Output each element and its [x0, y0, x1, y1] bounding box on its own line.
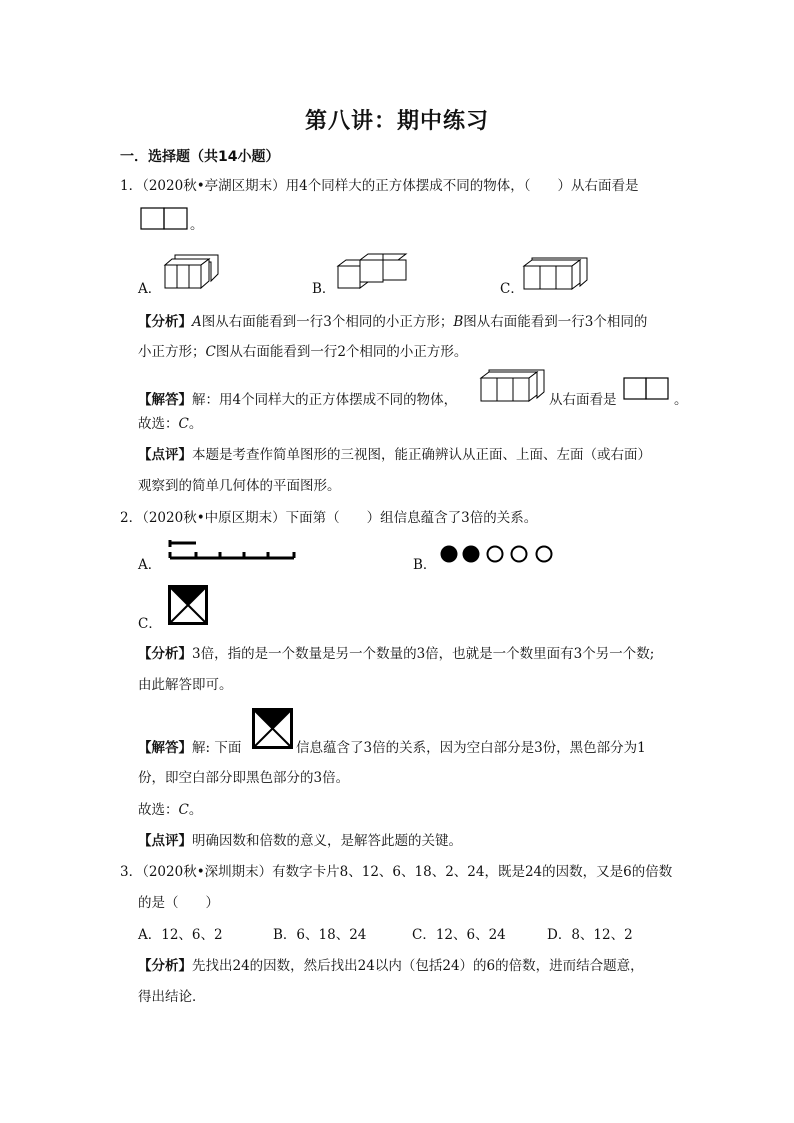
q1-analysis-line1: 【分析】A图从右面能看到一行3个相同的小正方形；B图从右面能看到一行3个相同的 — [138, 314, 648, 330]
q2-option-a-segments-figure — [168, 540, 296, 562]
section-heading: 一．选择题（共14小题） — [120, 149, 280, 165]
q2-option-c: C． — [138, 616, 162, 632]
q3-analysis-line1: 【分析】先找出24的因数，然后找出24以内（包括24）的6的倍数，进而结合题意， — [138, 958, 644, 974]
q1-comment-line2: 观察到的简单几何体的平面图形。 — [138, 478, 341, 494]
analysis-tag: 【分析】 — [138, 958, 192, 974]
q2-option-b-circles-figure — [439, 544, 557, 566]
q2-choose: 故选：C。 — [138, 802, 203, 818]
q1-stem-end: 。 — [190, 217, 204, 233]
q2-answer-square-figure — [252, 708, 294, 750]
q1-option-b: B． — [312, 281, 336, 297]
comment-tag: 【点评】 — [138, 833, 192, 849]
q1-right-view-figure — [140, 207, 188, 231]
q1-comment-line1: 【点评】本题是考查作简单图形的三视图，能正确辨认从正面、上面、左面（或右面） — [138, 447, 651, 463]
q1-option-a: A． — [138, 281, 162, 297]
page-title: 第八讲：期中练习 — [304, 109, 489, 134]
q2-stem: 2．（2020秋•中原区期末）下面第（ ）组信息蕴含了3倍的关系。 — [120, 510, 538, 526]
q3-stem-line1: 3．（2020秋•深圳期末）有数字卡片8、12、6、18、2、24，既是24的因数，又是6的倍数 — [120, 864, 673, 880]
q2-analysis-line2: 由此解答即可。 — [138, 677, 233, 693]
q2-option-c-square-figure — [168, 585, 208, 625]
q1-choose: 故选：C。 — [138, 416, 203, 432]
q1-stem: 1．（2020秋•亭湖区期末）用4个同样大的正方体摆成不同的物体，（ ）从右面看是 — [120, 178, 639, 194]
q3-analysis-line2: 得出结论． — [138, 989, 206, 1005]
q1-answer-right-view-text: 从右面看是 — [549, 392, 617, 408]
q2-option-a: A． — [138, 557, 162, 573]
q1-option-c-cubes-figure — [524, 258, 590, 292]
q1-option-c: C． — [500, 281, 524, 297]
q1-option-b-cubes-figure — [338, 252, 408, 290]
q3-option-b: B．6、18、24 — [273, 927, 367, 943]
q2-answer-line2: 份，即空白部分即黑色部分的3倍。 — [138, 770, 350, 786]
q3-option-c: C．12、6、24 — [412, 927, 506, 943]
q2-answer-line1-start: 【解答】解: 下面 — [138, 740, 242, 756]
comment-tag: 【点评】 — [138, 447, 192, 463]
analysis-tag: 【分析】 — [138, 314, 192, 330]
q1-answer-cubes-figure — [481, 370, 547, 404]
q1-option-a-cubes-figure — [165, 255, 221, 291]
q2-comment: 【点评】明确因数和倍数的意义，是解答此题的关键。 — [138, 833, 462, 849]
q3-stem-line2: 的是（ ） — [138, 895, 219, 911]
q1-answer-right-view-figure — [623, 377, 671, 401]
q3-option-d: D．8、12、2 — [547, 927, 633, 943]
analysis-tag: 【分析】 — [138, 646, 192, 662]
q2-answer-line1-end: 信息蕴含了3倍的关系，因为空白部分是3份，黑色部分为1 — [296, 740, 646, 756]
q2-analysis-line1: 【分析】3倍，指的是一个数量是另一个数量的3倍，也就是一个数里面有3个另一个数; — [138, 646, 655, 662]
q2-option-b: B． — [413, 557, 437, 573]
q1-answer-end: 。 — [674, 392, 688, 408]
answer-tag: 【解答】 — [138, 740, 192, 756]
q1-analysis-line2: 小正方形；C图从右面能看到一行2个相同的小正方形。 — [138, 344, 468, 360]
q3-option-a: A．12、6、2 — [138, 927, 223, 943]
q1-answer-line: 【解答】解：用4个同样大的正方体摆成不同的物体， — [138, 392, 458, 408]
answer-tag: 【解答】 — [138, 392, 192, 408]
